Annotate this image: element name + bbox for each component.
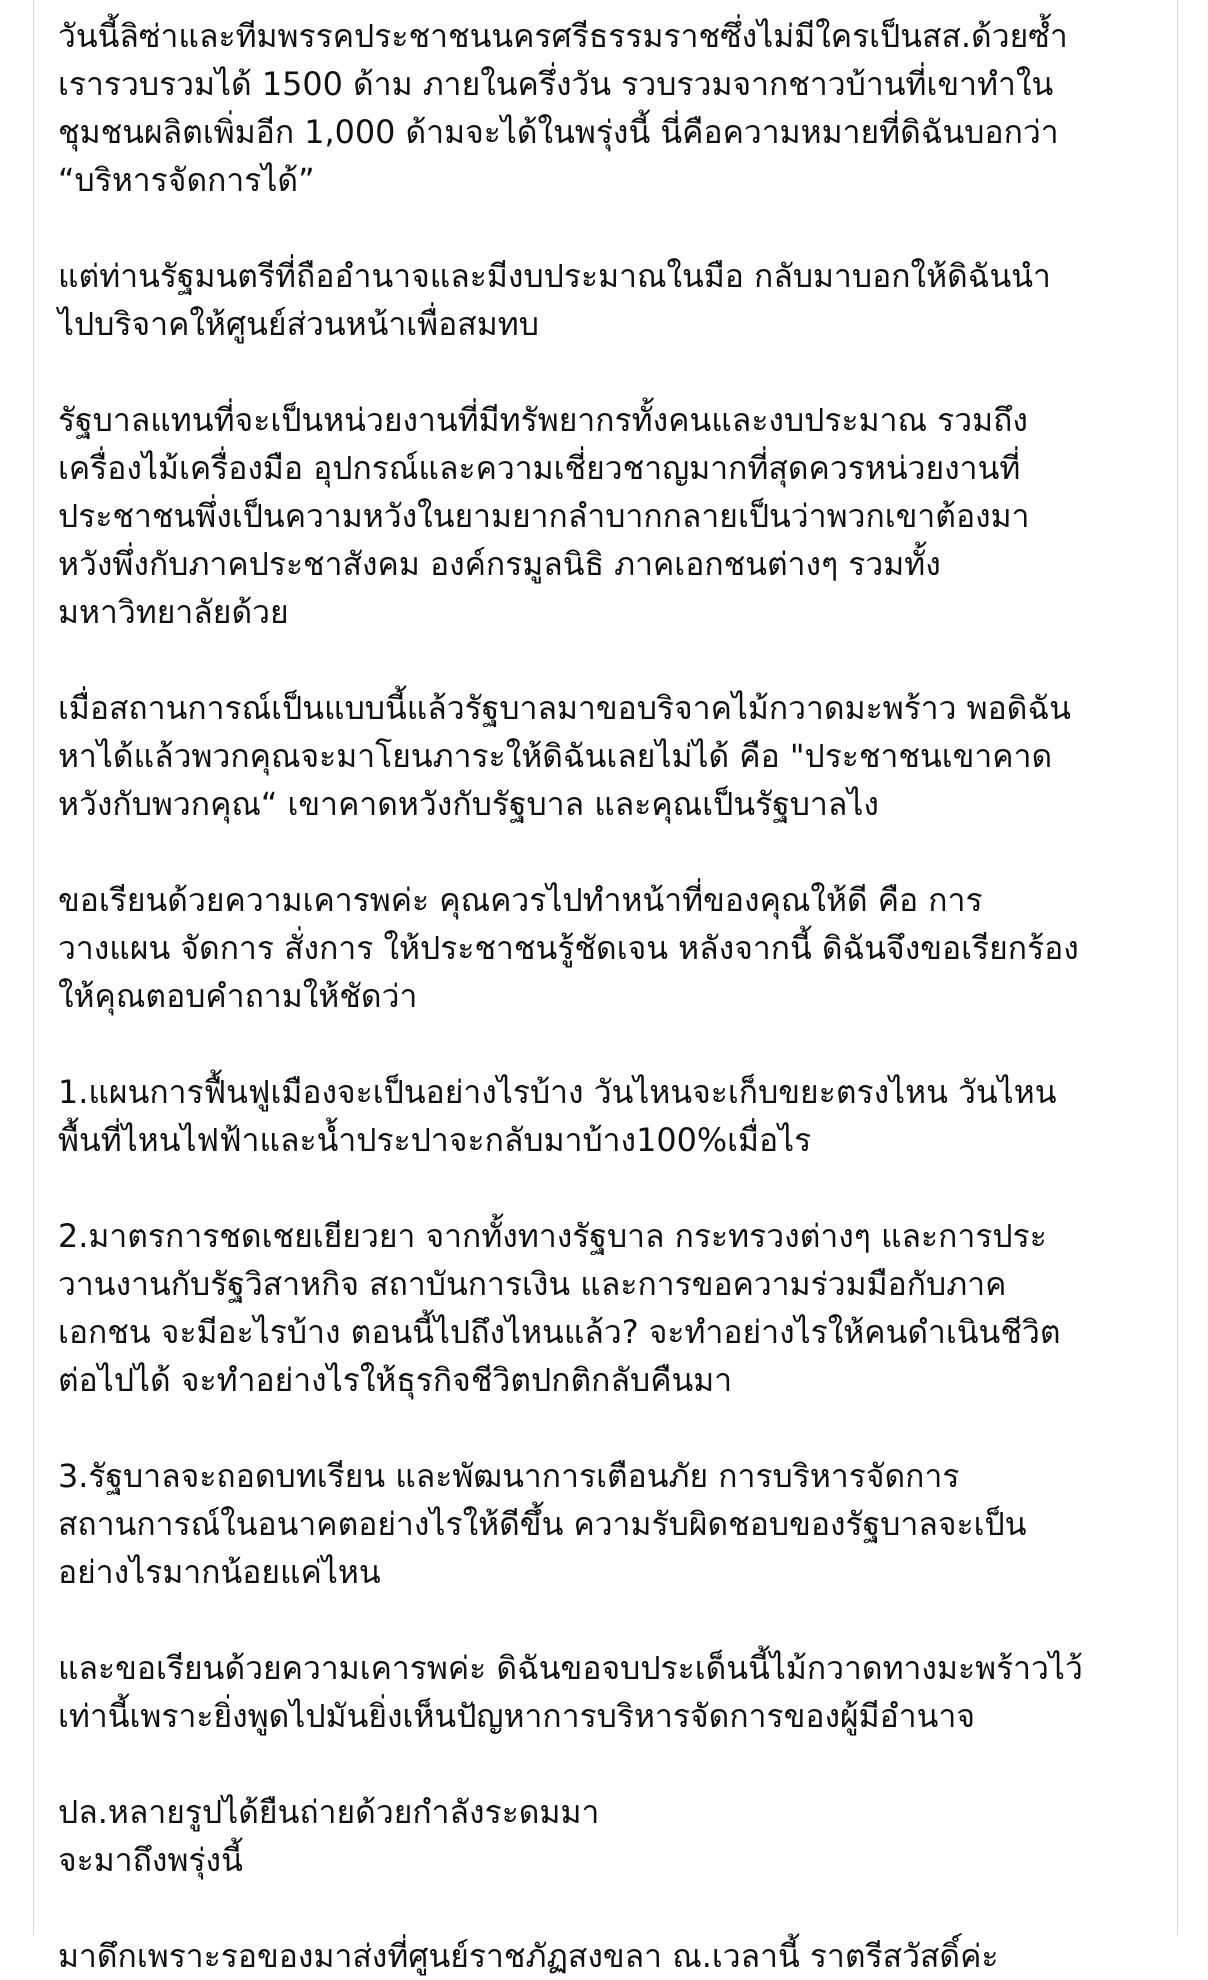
post-text-line: และขอเรียนด้วยความเคารพค่ะ ดิฉันขอจบประเด็นนี้ไม้กวาดทางมะพร้าวไว้ (58, 1649, 1083, 1687)
post-text-line: เท่านี้เพราะยิ่งพูดไปมันยิ่งเห็นปัญหาการบริหารจัดการของผู้มีอำนาจ (58, 1697, 975, 1735)
post-text-line: ชุมชนผลิตเพิ่มอีก 1,000 ด้ามจะได้ในพรุ่งนี้ นี่คือความหมายที่ดิฉันบอกว่า (58, 113, 1059, 151)
post-paragraph (58, 876, 1158, 1020)
post-text-line: ปล.หลายรูปได้ยืนถ่ายด้วยกำลังระดมมา (58, 1793, 600, 1831)
post-text-line: ขอเรียนด้วยความเคารพค่ะ คุณควรไปทำหน้าที่ของคุณให้ดี คือ การ (58, 881, 983, 919)
post-text-line: ประชาชนพึ่งเป็นความหวังในยามยากลำบากกลายเป็นว่าพวกเขาต้องมา (58, 497, 1030, 535)
post-paragraph (58, 1788, 1158, 1884)
post-text-line: ต่อไปได้ จะทำอย่างไรให้ธุรกิจชีวิตปกติกลับคืนมา (58, 1361, 733, 1399)
post-text-line: “บริหารจัดการได้” (58, 161, 315, 199)
post-text-line: หาได้แล้วพวกคุณจะมาโยนภาระให้ดิฉันเลยไม่ได้ คือ "ประชาชนเขาคาด (58, 737, 1053, 775)
post-text-line: รัฐบาลแทนที่จะเป็นหน่วยงานที่มีทรัพยากรทั้งคนและงบประมาณ รวมถึง (58, 401, 1028, 439)
post-text-line: ให้คุณตอบคำถามให้ชัดว่า (58, 977, 418, 1015)
post-paragraph (58, 252, 1158, 348)
post-paragraph (58, 1452, 1158, 1596)
post-text-line: 1.แผนการฟื้นฟูเมืองจะเป็นอย่างไรบ้าง วันไหนจะเก็บขยะตรงไหน วันไหน (58, 1073, 1057, 1111)
post-paragraph (58, 1068, 1158, 1164)
post-text-line: ไปบริจาคให้ศูนย์ส่วนหน้าเพื่อสมทบ (58, 305, 539, 343)
post-paragraph (58, 396, 1158, 636)
post-text-line: 2.มาตรการชดเชยเยียวยา จากทั้งทางรัฐบาล กระทรวงต่างๆ และการประ (58, 1217, 1047, 1255)
post-card (33, 0, 1178, 1975)
post-text-line: พื้นที่ไหนไฟฟ้าและน้ำประปาจะกลับมาบ้าง100%เมื่อไร (58, 1121, 812, 1159)
post-text-line: จะมาถึงพรุ่งนี้ (58, 1841, 243, 1879)
post-body (58, 12, 1158, 1980)
post-text-line: วันนี้ลิซ่าและทีมพรรคประชาชนนครศรีธรรมราชซึ่งไม่มีใครเป็นสส.ด้วยซ้ำ (58, 17, 1068, 55)
post-text-line: เมื่อสถานการณ์เป็นแบบนี้แล้วรัฐบาลมาขอบริจาคไม้กวาดมะพร้าว พอดิฉัน (58, 689, 1071, 727)
post-text-line: เอกชน จะมีอะไรบ้าง ตอนนี้ไปถึงไหนแล้ว? จะทำอย่างไรให้คนดำเนินชีวิต (58, 1313, 1061, 1351)
post-text-line: อย่างไรมากน้อยแค่ไหน (58, 1553, 381, 1591)
post-text-line: หวังกับพวกคุณ“ เขาคาดหวังกับรัฐบาล และคุณเป็นรัฐบาลไง (58, 785, 879, 823)
post-text-line: วางแผน จัดการ สั่งการ ให้ประชาชนรู้ชัดเจน หลังจากนี้ ดิฉันจึงขอเรียกร้อง (58, 929, 1079, 967)
post-text-line: วานงานกับรัฐวิสาหกิจ สถาบันการเงิน และการขอความร่วมมือกับภาค (58, 1265, 1007, 1303)
post-text-line: 3.รัฐบาลจะถอดบทเรียน และพัฒนาการเตือนภัย การบริหารจัดการ (58, 1457, 960, 1495)
post-paragraph (58, 1212, 1158, 1404)
post-paragraph (58, 1932, 1158, 1980)
post-text-line: มาดึกเพราะรอของมาส่งที่ศูนย์ราชภัฏสงขลา ณ.เวลานี้ ราตรีสวัสดิ์ค่ะ (58, 1937, 999, 1975)
post-text-line: หวังพึ่งกับภาคประชาสังคม องค์กรมูลนิธิ ภาคเอกชนต่างๆ รวมทั้ง (58, 545, 941, 583)
post-text-line: เรารวบรวมได้ 1500 ด้าม ภายในครึ่งวัน รวบรวมจากชาวบ้านที่เขาทำใน (58, 65, 1054, 103)
post-text-line: เครื่องไม้เครื่องมือ อุปกรณ์และความเชี่ยวชาญมากที่สุดควรหน่วยงานที่ (58, 449, 1021, 487)
post-text-line: มหาวิทยาลัยด้วย (58, 593, 289, 631)
post-text-line: สถานการณ์ในอนาคตอย่างไรให้ดีขึ้น ความรับผิดชอบของรัฐบาลจะเป็น (58, 1505, 1027, 1543)
post-paragraph (58, 1644, 1158, 1740)
post-paragraph (58, 684, 1158, 828)
post-text-line: แต่ท่านรัฐมนตรีที่ถืออำนาจและมีงบประมาณในมือ กลับมาบอกให้ดิฉันนำ (58, 257, 1051, 295)
post-paragraph (58, 12, 1158, 204)
